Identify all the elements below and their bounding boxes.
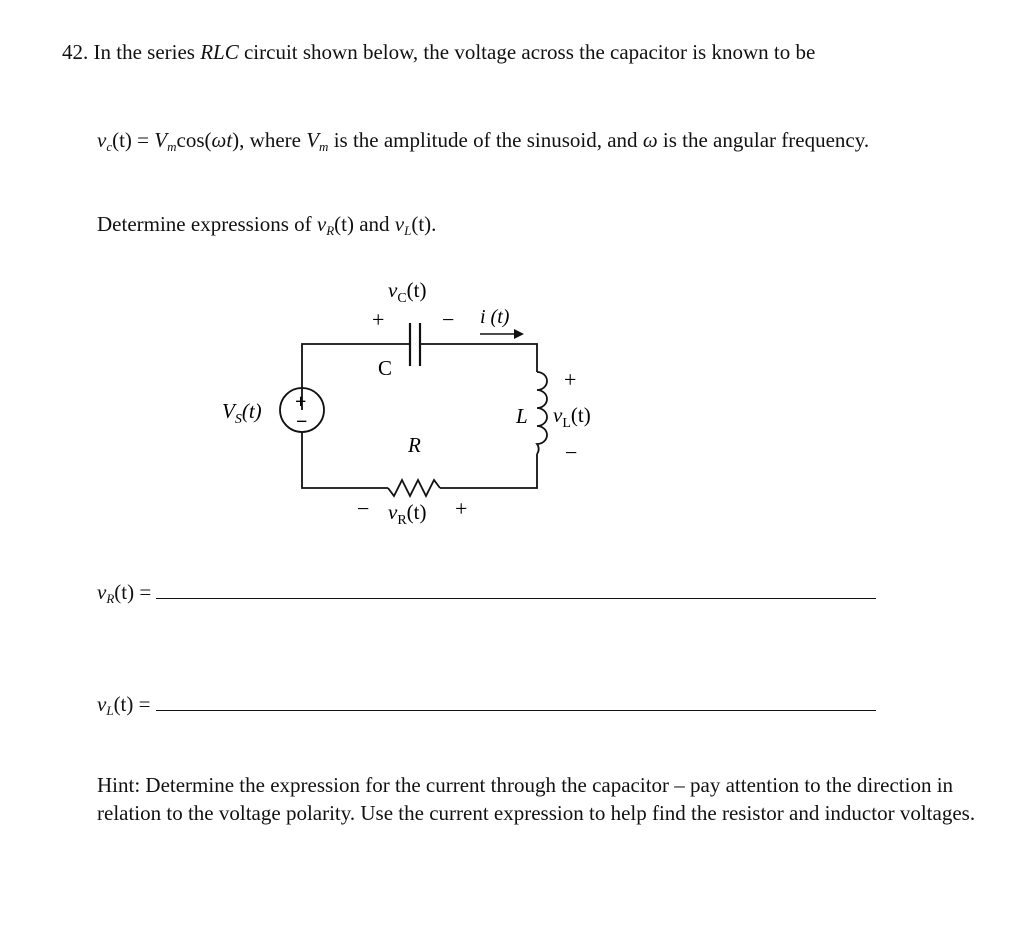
eq-vm2: V bbox=[306, 128, 320, 152]
eq-cos: cos( bbox=[176, 128, 212, 152]
determine-and: and bbox=[359, 212, 390, 236]
capacitor-name: C bbox=[378, 356, 393, 380]
answer-vr bbox=[97, 580, 876, 607]
source-minus: − bbox=[296, 411, 308, 433]
eq-omega: ω bbox=[642, 128, 658, 152]
current-arrow-icon bbox=[514, 329, 524, 339]
intro-text: In the series bbox=[93, 40, 195, 64]
determine-vr: v bbox=[316, 212, 327, 236]
vr-minus: − bbox=[357, 496, 370, 521]
answer-vr-label: v bbox=[97, 580, 107, 604]
eq-mid: is the amplitude of the sinusoid, and bbox=[333, 128, 638, 152]
eq-vm2-sub: m bbox=[319, 139, 329, 154]
capacitor-plus: + bbox=[372, 307, 385, 332]
determine-vl-sub: L bbox=[404, 223, 412, 238]
vc-label: $v_C(t)$ bbox=[388, 278, 427, 306]
eq-close: ), where bbox=[232, 128, 301, 152]
determine-vl: v bbox=[394, 212, 405, 236]
eq-t: (t) = bbox=[112, 128, 150, 152]
capacitor-minus: − bbox=[442, 307, 455, 332]
eq-omega-t: ωt bbox=[211, 128, 233, 152]
resistor-name: R bbox=[408, 433, 421, 457]
determine-text: Determine expressions of bbox=[97, 212, 312, 236]
answer-vr-sub: R bbox=[106, 591, 115, 606]
determine-t2: (t). bbox=[411, 212, 437, 236]
inductor-coil bbox=[537, 372, 547, 454]
source-label: $V_S(t)$ bbox=[222, 399, 262, 427]
vl-plus: + bbox=[564, 367, 577, 392]
answer-vl bbox=[97, 692, 876, 719]
vr-plus: + bbox=[455, 496, 468, 521]
answer-vl-sub: L bbox=[106, 703, 114, 718]
answer-vl-eq: (t) = bbox=[113, 692, 151, 716]
current-label: i (t) bbox=[480, 306, 510, 328]
intro-text-end: circuit shown below, the voltage across the capacitor is known to be bbox=[243, 40, 816, 64]
determine-t1: (t) bbox=[334, 212, 354, 236]
answer-vl-blank[interactable] bbox=[156, 696, 876, 711]
hint-text: Hint: Determine the expression for the current through the capacitor – pay attention to the direction in relation to the voltage polarity. Use the current expression to help find the resistor and inductor voltages. bbox=[97, 773, 976, 825]
circuit-type: RLC bbox=[200, 40, 239, 64]
answer-vl-label: v bbox=[97, 692, 107, 716]
answer-vr-blank[interactable] bbox=[156, 584, 876, 599]
vr-label: $v_R(t)$ bbox=[388, 500, 427, 528]
wire-top-right bbox=[420, 344, 537, 372]
problem-number: 42. bbox=[62, 40, 89, 64]
eq-end: is the angular frequency. bbox=[662, 128, 870, 152]
eq-vm: V bbox=[154, 128, 168, 152]
vl-label: $v_L(t)$ bbox=[553, 403, 591, 431]
eq-vc: v bbox=[97, 128, 107, 152]
answer-vr-eq: (t) = bbox=[114, 580, 152, 604]
eq-vc-sub: c bbox=[106, 139, 113, 154]
wire-left-bottom bbox=[302, 432, 388, 488]
determine-vr-sub: R bbox=[326, 223, 335, 238]
eq-vm-sub: m bbox=[167, 139, 177, 154]
wire-right-bottom bbox=[440, 454, 537, 488]
source-plus: + bbox=[295, 391, 307, 413]
resistor-zigzag bbox=[388, 480, 440, 496]
vl-minus: − bbox=[565, 440, 578, 465]
inductor-name: L bbox=[516, 404, 528, 428]
wire-left-top bbox=[302, 344, 410, 410]
